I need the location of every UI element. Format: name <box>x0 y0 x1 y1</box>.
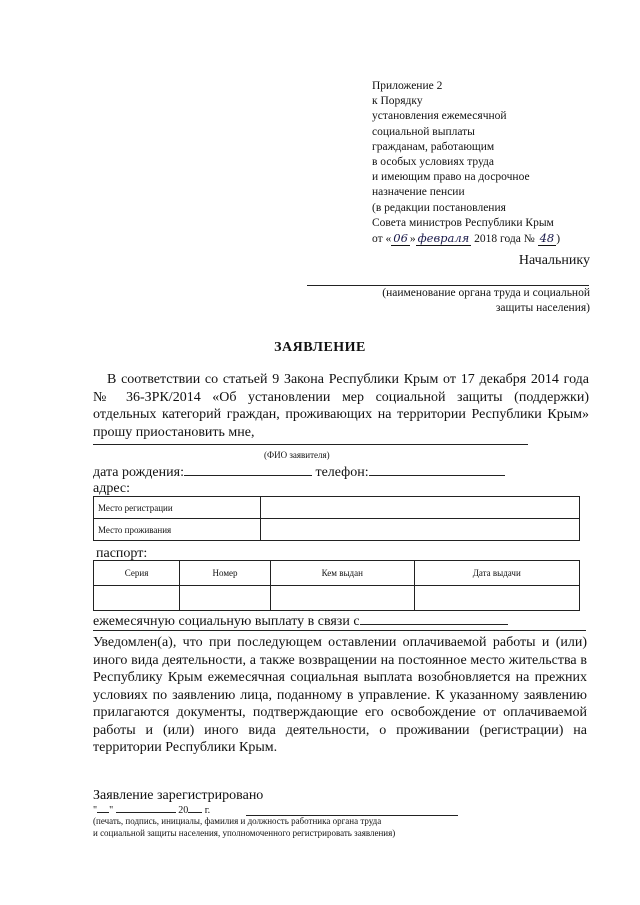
residence-place-label: Место проживания <box>94 519 261 541</box>
dob-label: дата рождения: <box>93 465 184 480</box>
addressee-title: Начальнику <box>518 253 590 268</box>
residence-place-field[interactable] <box>261 519 580 541</box>
number-sign: № <box>523 233 535 246</box>
registration-label: Заявление зарегистрировано <box>93 788 264 803</box>
registration-caption <box>93 815 395 839</box>
passport-table <box>93 560 580 611</box>
reg-day-field[interactable] <box>97 804 109 813</box>
registration-caption-line: и социальной защиты населения, уполномоченного регистрировать заявления) <box>93 828 396 838</box>
quote-open: " <box>93 805 98 816</box>
fio-underline <box>93 444 528 445</box>
intro-paragraph <box>93 371 589 441</box>
appendix-line: и имеющим право на досрочное <box>372 171 530 184</box>
passport-issued-by-field[interactable] <box>270 586 414 611</box>
reg-year-prefix: 20 <box>178 805 189 816</box>
appendix-line: в особых условиях труда <box>372 156 494 169</box>
reg-year-suffix: г. <box>204 805 211 816</box>
handwritten-number: 48 <box>539 231 555 246</box>
passport-label: паспорт: <box>96 546 148 561</box>
notice-text: Уведомлен(а), что при последующем оставлении оплачиваемой работы и (или) иного вида деятельности, а также возвращении на постоянное место жительства в Республику Крым ежемесячная социальная выплата возобновляется на прежних условиях по заявлению лица, поданному в управление. К указанному заявлению прилагаются документы, подтверждающие его освобождение от оплачиваемой работы и (или) иного вида деятельности, о проживании (регистрации) на территории Республики Крым. <box>93 635 587 755</box>
appendix-line: социальной выплаты <box>372 125 475 138</box>
reason-underline <box>93 630 586 631</box>
notice-paragraph <box>93 634 587 757</box>
passport-series-header: Серия <box>94 561 180 586</box>
fio-caption: (ФИО заявителя) <box>264 450 330 460</box>
passport-issue-date-field[interactable] <box>414 586 579 611</box>
handwritten-month: февраля <box>417 231 470 246</box>
address-label: адрес: <box>93 481 131 496</box>
appendix-line: к Порядку <box>372 95 423 108</box>
quote-close: " <box>109 805 114 816</box>
reason-text: ежемесячную социальную выплату в связи с <box>93 614 360 629</box>
appendix-date-line <box>372 231 602 247</box>
reason-row <box>93 612 508 630</box>
organization-caption-line: защиты населения) <box>495 302 590 314</box>
date-mid: » <box>409 233 416 246</box>
appendix-line: гражданам, работающим <box>372 140 495 153</box>
table-row <box>94 519 580 541</box>
appendix-line: Приложение 2 <box>372 80 443 92</box>
table-row <box>94 497 580 519</box>
close-paren: ) <box>556 233 561 246</box>
year-text: 2018 года <box>474 233 521 246</box>
passport-number-header: Номер <box>180 561 271 586</box>
registration-caption-line: (печать, подпись, инициалы, фамилия и должность работника органа труда <box>93 816 382 826</box>
passport-series-field[interactable] <box>94 586 180 611</box>
date-prefix: от « <box>372 233 392 246</box>
reg-month-field[interactable] <box>116 804 176 813</box>
phone-field[interactable] <box>369 463 505 476</box>
appendix-line: установления ежемесячной <box>372 110 507 123</box>
dob-phone-row <box>93 463 505 481</box>
passport-number-field[interactable] <box>180 586 271 611</box>
passport-issued-by-header: Кем выдан <box>270 561 414 586</box>
reason-field[interactable] <box>360 612 508 625</box>
appendix-line: (в редакции постановления <box>372 201 506 214</box>
table-header-row <box>94 561 580 586</box>
table-row <box>94 586 580 611</box>
registration-place-field[interactable] <box>261 497 580 519</box>
organization-caption <box>300 286 590 316</box>
document-title: ЗАЯВЛЕНИЕ <box>274 340 366 355</box>
reg-year-field[interactable] <box>188 804 202 813</box>
appendix-block <box>372 79 602 247</box>
dob-field[interactable] <box>184 463 312 476</box>
passport-issue-date-header: Дата выдачи <box>414 561 579 586</box>
appendix-line: назначение пенсии <box>372 186 465 199</box>
intro-text: В соответствии со статьей 9 Закона Республики Крым от 17 декабря 2014 года № 36-ЗРК/2014 «Об установлении мер социальной защиты (поддержки) отдельных категорий граждан, проживающих на территории Республики Крым» прошу приостановить мне, <box>93 372 589 440</box>
registration-place-label: Место регистрации <box>94 497 261 519</box>
organization-caption-line: (наименование органа труда и социальной <box>382 287 590 299</box>
phone-label: телефон: <box>315 465 369 480</box>
address-table <box>93 496 580 541</box>
handwritten-day: 06 <box>393 231 408 246</box>
appendix-line: Совета министров Республики Крым <box>372 216 554 229</box>
